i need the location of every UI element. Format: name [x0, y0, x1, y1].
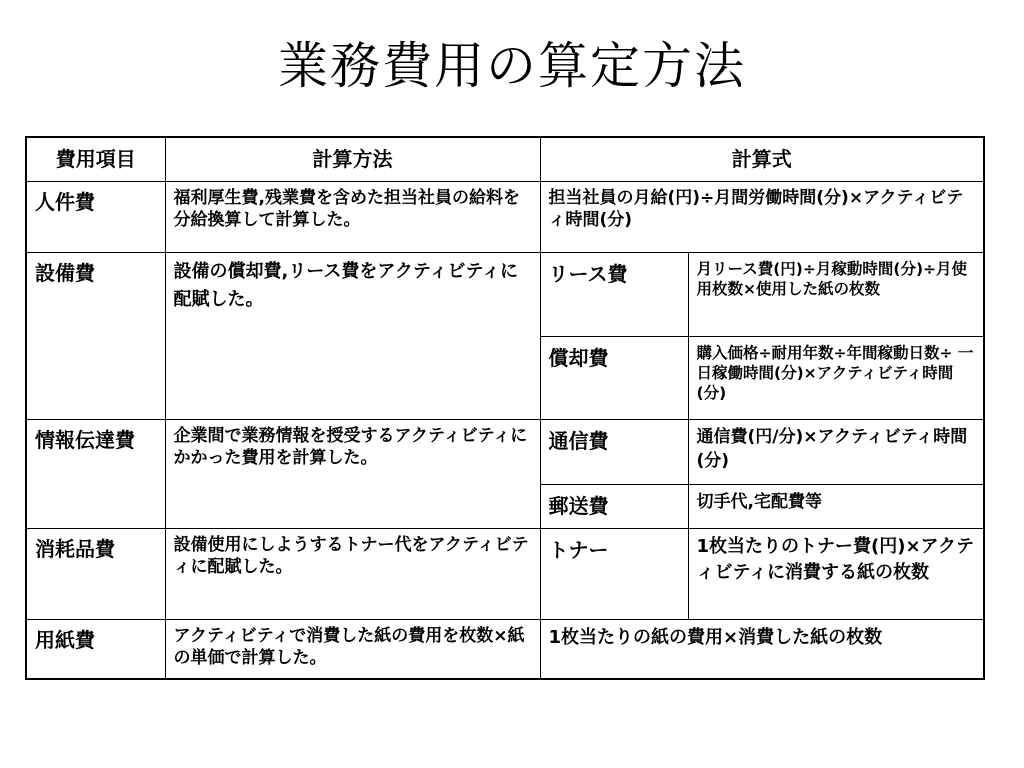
slide-title: 業務費用の算定方法 — [278, 37, 746, 95]
formula-paper: 1枚当たりの紙の費用×消費した紙の枚数 — [540, 619, 984, 679]
formula-depreciation: 購入価格÷耐用年数÷年間稼動日数÷ 一日稼働時間(分)×アクティビティ時間(分) — [688, 336, 984, 419]
method-communication: 企業間で業務情報を授受するアクティビティにかかった費用を計算した。 — [165, 419, 540, 528]
formula-postage: 切手代,宅配費等 — [688, 484, 984, 528]
sub-item-postage: 郵送費 — [540, 484, 688, 528]
header-formula: 計算式 — [540, 137, 984, 181]
method-consumables: 設備使用にしようするトナー代をアクティビティに配賦した。 — [165, 528, 540, 619]
formula-toner: 1枚当たりのトナー費(円)×アクティビティに消費する紙の枚数 — [688, 528, 984, 619]
table-row — [26, 181, 984, 252]
header-method: 計算方法 — [165, 137, 540, 181]
formula-telecom: 通信費(円/分)×アクティビティ時間(分) — [688, 419, 984, 484]
table-row — [26, 528, 984, 619]
sub-item-depreciation: 償却費 — [540, 336, 688, 419]
header-row — [26, 137, 984, 181]
table-row — [26, 252, 984, 336]
method-paper: アクティビティで消費した紙の費用を枚数×紙の単価で計算した。 — [165, 619, 540, 679]
method-personnel: 福利厚生費,残業費を含めた担当社員の給料を分給換算して計算した。 — [165, 181, 540, 252]
item-equipment: 設備費 — [26, 252, 165, 419]
formula-personnel: 担当社員の月給(円)÷月間労働時間(分)×アクティビティ時間(分) — [540, 181, 984, 252]
method-equipment: 設備の償却費,リース費をアクティビティに配賦した。 — [165, 252, 540, 419]
header-item: 費用項目 — [26, 137, 165, 181]
item-communication: 情報伝達費 — [26, 419, 165, 528]
item-paper: 用紙費 — [26, 619, 165, 679]
sub-item-lease: リース費 — [540, 252, 688, 336]
sub-item-telecom: 通信費 — [540, 419, 688, 484]
cost-table — [25, 136, 985, 680]
formula-lease: 月リース費(円)÷月稼動時間(分)÷月使用枚数×使用した紙の枚数 — [688, 252, 984, 336]
sub-item-toner: トナー — [540, 528, 688, 619]
table-row — [26, 419, 984, 484]
item-consumables: 消耗品費 — [26, 528, 165, 619]
item-personnel: 人件費 — [26, 181, 165, 252]
table-row — [26, 619, 984, 679]
